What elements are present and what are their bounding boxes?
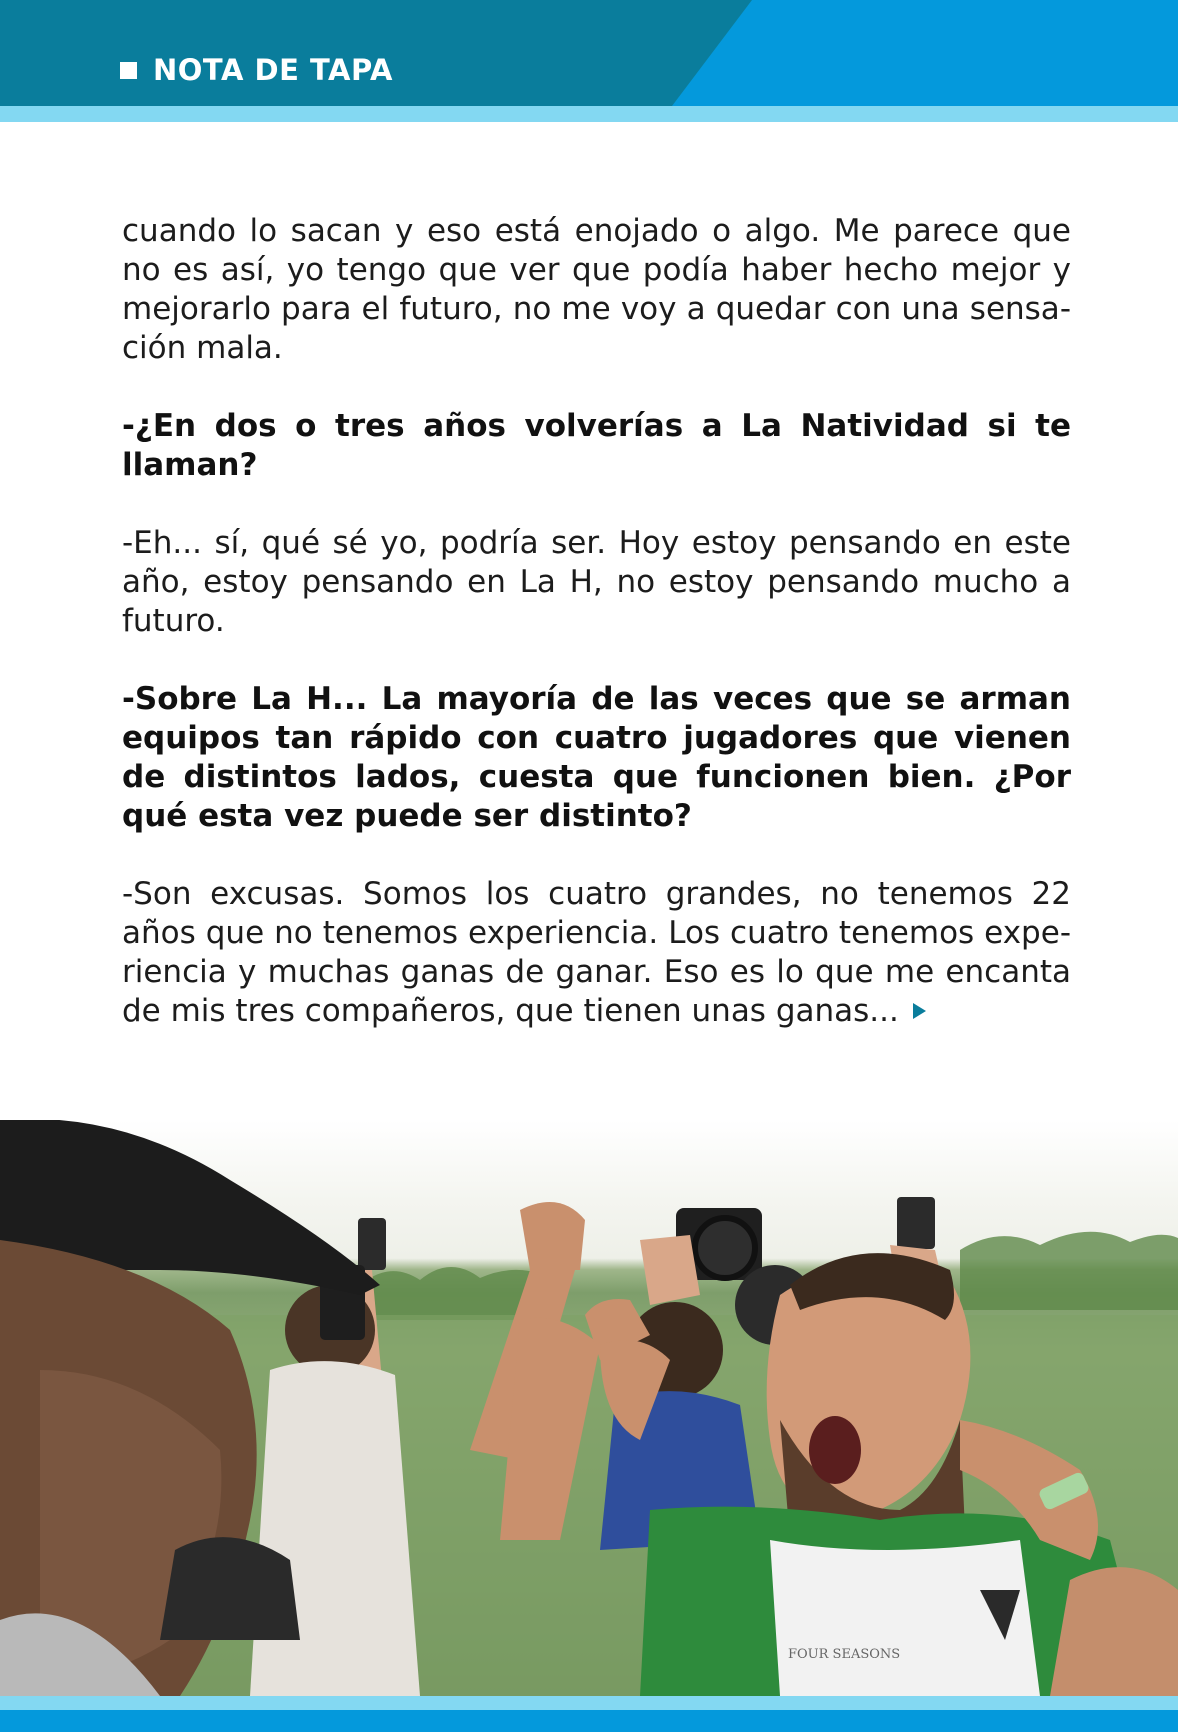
header-accent-strip [0,106,1178,122]
article-body [122,212,1071,1070]
question-paragraph: -Sobre La H... La mayoría de las veces que se arman equipos tan rápido con cuatro jugadores que vienen de distintos lados, cuesta que funcionen bien. ¿Por qué esta vez puede ser distinto? [122,681,1071,834]
answer-paragraph: -Eh... sí, qué sé yo, podría ser. Hoy estoy pensando en este año, estoy pensando en La H, no estoy pensando mucho a futuro. [122,525,1071,639]
jersey-sponsor-text: FOUR SEASONS [788,1647,901,1662]
celebration-illustration [0,1120,1178,1696]
question-paragraph: -¿En dos o tres años volverías a La Natividad si te llaman? [122,408,1071,483]
continue-arrow-icon [913,1003,926,1019]
footer-band [0,1710,1178,1732]
section-label-text: NOTA DE TAPA [153,53,393,87]
square-bullet-icon [120,62,137,79]
celebration-photo [0,1120,1178,1696]
answer-paragraph-last [122,875,1071,1031]
footer-accent-strip [0,1696,1178,1710]
answer-text: -Son excusas. Somos los cuatro grandes, no tenemos 22 años que no tenemos experiencia. Los cuatro tenemos experiencia y muchas ganas de ganar. Eso es lo que me encanta de mis tres compañeros, que tienen unas ganas... [122,876,1071,1029]
answer-paragraph: cuando lo sacan y eso está enojado o algo. Me parece que no es así, yo tengo que ver que podía haber hecho mejor y mejorarlo para el futuro, no me voy a quedar con una sensación mala. [122,213,1071,366]
section-header [0,0,1178,122]
section-label [120,50,393,90]
